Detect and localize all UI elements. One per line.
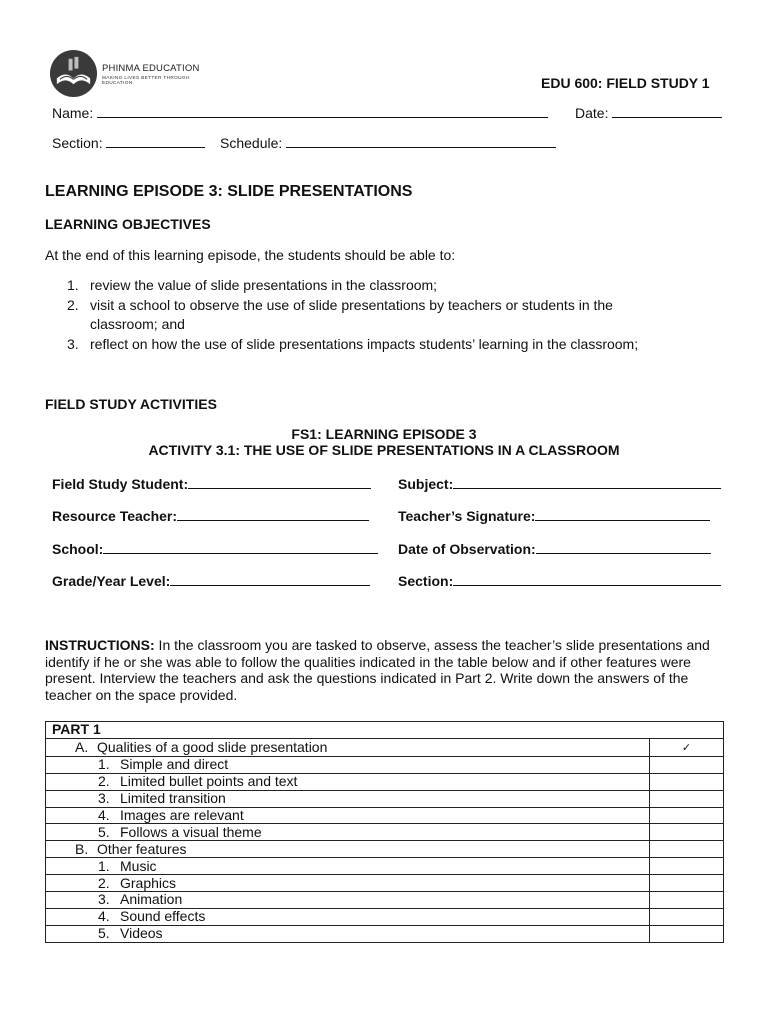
objective-number: 2.: [67, 296, 79, 313]
table-row: [46, 875, 724, 892]
activity-line2: ACTIVITY 3.1: THE USE OF SLIDE PRESENTATIONS IN A CLASSROOM: [148, 442, 620, 458]
table-cell: [46, 790, 650, 807]
item-text: Graphics: [120, 874, 177, 891]
table-row: [46, 858, 724, 875]
section-blank[interactable]: [106, 135, 205, 148]
objective-text: reflect on how the use of slide presentations impacts students’ learning in the classroom;: [90, 335, 639, 352]
school-field: [52, 541, 378, 557]
course-code: EDU 600: FIELD STUDY 1: [541, 75, 710, 91]
grade-year-level-label: Grade/Year Level:: [52, 573, 171, 589]
objective-text: review the value of slide presentations in the classroom;: [90, 277, 438, 293]
check-header: [650, 738, 724, 756]
date-of-observation-label: Date of Observation:: [398, 541, 536, 557]
item-text: Images are relevant: [120, 807, 244, 823]
item-number: 2.: [98, 773, 110, 790]
resource-teacher-label: Resource Teacher:: [52, 508, 178, 524]
section-a-letter: A.: [75, 738, 89, 755]
field-study-student-label: Field Study Student:: [52, 476, 189, 492]
table-cell: [46, 807, 650, 824]
item-number: 4.: [98, 807, 110, 823]
item-text: Simple and direct: [120, 756, 229, 773]
table-row: [46, 892, 724, 909]
table-cell: [46, 773, 650, 790]
check-cell[interactable]: [650, 858, 724, 875]
item-text: Music: [120, 857, 157, 874]
name-blank[interactable]: [97, 105, 548, 118]
objective-text: visit a school to observe the use of slide presentations by teachers or students in the classroom; and: [90, 296, 613, 332]
table-cell: [46, 925, 650, 942]
field-study-student-blank[interactable]: [188, 476, 371, 489]
item-text: Limited bullet points and text: [120, 773, 298, 790]
item-text: Sound effects: [120, 908, 206, 925]
table-row: [46, 908, 724, 925]
phinma-logo: [49, 49, 219, 99]
info-section-field: [398, 573, 721, 589]
schedule-blank[interactable]: [286, 135, 556, 148]
school-blank[interactable]: [103, 541, 378, 554]
schedule-label: Schedule:: [220, 135, 283, 151]
resource-teacher-blank[interactable]: [177, 508, 369, 521]
resource-teacher-field: [52, 508, 369, 524]
school-label: School:: [52, 541, 104, 557]
teacher-signature-label: Teacher’s Signature:: [398, 508, 536, 524]
item-text: Videos: [120, 925, 163, 942]
date-blank[interactable]: [612, 105, 722, 118]
name-label: Name:: [52, 105, 94, 121]
objective-number: 3.: [67, 335, 79, 352]
subject-field: [398, 476, 721, 492]
item-number: 3.: [98, 790, 110, 807]
table-cell: [46, 824, 650, 841]
info-section-blank[interactable]: [453, 573, 721, 586]
grade-year-level-field: [52, 573, 370, 589]
table-row: [46, 756, 724, 773]
check-cell[interactable]: [650, 925, 724, 942]
logo-brand-name: PHINMA EDUCATION: [102, 63, 200, 74]
objective-number: 1.: [67, 277, 79, 293]
name-field: [52, 105, 548, 121]
instructions-label: INSTRUCTIONS:: [45, 637, 155, 653]
table-row: [46, 824, 724, 841]
check-cell[interactable]: [650, 875, 724, 892]
check-cell[interactable]: [650, 892, 724, 909]
episode-title: LEARNING EPISODE 3: SLIDE PRESENTATIONS: [45, 183, 413, 200]
item-number: 4.: [98, 908, 110, 925]
table-row: [46, 841, 724, 858]
section-b-text: Other features: [97, 840, 187, 857]
field-study-student-field: [52, 476, 371, 492]
date-field: [575, 105, 722, 121]
subject-blank[interactable]: [453, 476, 721, 489]
item-text: Follows a visual theme: [120, 823, 262, 840]
table-cell: [46, 875, 650, 892]
check-cell[interactable]: [650, 841, 724, 858]
objectives-heading: LEARNING OBJECTIVES: [45, 216, 211, 232]
instructions: [45, 637, 725, 703]
section-label: Section:: [52, 135, 103, 151]
info-section-label: Section:: [398, 573, 454, 589]
teacher-signature-field: [398, 508, 710, 524]
check-cell[interactable]: [650, 756, 724, 773]
item-number: 2.: [98, 874, 110, 891]
part-label: PART 1: [46, 722, 724, 739]
item-number: 5.: [98, 925, 110, 942]
section-b-letter: B.: [75, 840, 89, 857]
item-text: Limited transition: [120, 790, 226, 807]
objective-item: [45, 276, 725, 296]
section-b-title: [46, 841, 650, 858]
logo-book-icon: [49, 49, 98, 98]
logo-tagline: MAKING LIVES BETTER THROUGH EDUCATION: [102, 76, 190, 86]
check-icon: ✓: [681, 741, 692, 754]
table-row: [46, 738, 724, 756]
date-of-observation-blank[interactable]: [536, 541, 711, 554]
objective-item: [45, 335, 725, 355]
item-number: 3.: [98, 891, 110, 908]
check-cell[interactable]: [650, 824, 724, 841]
item-text: Animation: [120, 891, 183, 908]
grade-year-level-blank[interactable]: [170, 573, 370, 586]
table-row: [46, 722, 724, 739]
check-cell[interactable]: [650, 773, 724, 790]
item-number: 1.: [98, 756, 110, 773]
item-number: 1.: [98, 857, 110, 874]
check-cell[interactable]: [650, 908, 724, 925]
activity-line1: FS1: LEARNING EPISODE 3: [291, 426, 477, 442]
check-cell[interactable]: [650, 807, 724, 824]
table-cell: [46, 892, 650, 909]
subject-label: Subject:: [398, 476, 454, 492]
table-cell: [46, 756, 650, 773]
table-cell: [46, 858, 650, 875]
section-a-title: [46, 738, 650, 756]
objectives-intro: At the end of this learning episode, the students should be able to:: [45, 247, 456, 263]
section-a-text: Qualities of a good slide presentation: [97, 738, 328, 755]
date-of-observation-field: [398, 541, 711, 557]
instructions-text: In the classroom you are tasked to observe, assess the teacher’s slide presentations and identify if he or she was able to follow the qualities indicated in the table below and if other features were present. Interview the teachers and ask the questions indicated in Part 2. Write down the answers of the teacher on the space provided.: [45, 637, 710, 703]
section-field: [52, 135, 205, 151]
objective-item: [45, 296, 650, 335]
activities-heading: FIELD STUDY ACTIVITIES: [45, 396, 217, 412]
qualities-table: [45, 721, 724, 943]
table-row: [46, 790, 724, 807]
table-row: [46, 773, 724, 790]
table-cell: [46, 908, 650, 925]
table-row: [46, 807, 724, 824]
item-number: 5.: [98, 823, 110, 840]
schedule-field: [220, 135, 556, 151]
date-label: Date:: [575, 105, 609, 121]
objectives-list: [45, 276, 725, 354]
table-row: [46, 925, 724, 942]
check-cell[interactable]: [650, 790, 724, 807]
teacher-signature-blank[interactable]: [535, 508, 710, 521]
